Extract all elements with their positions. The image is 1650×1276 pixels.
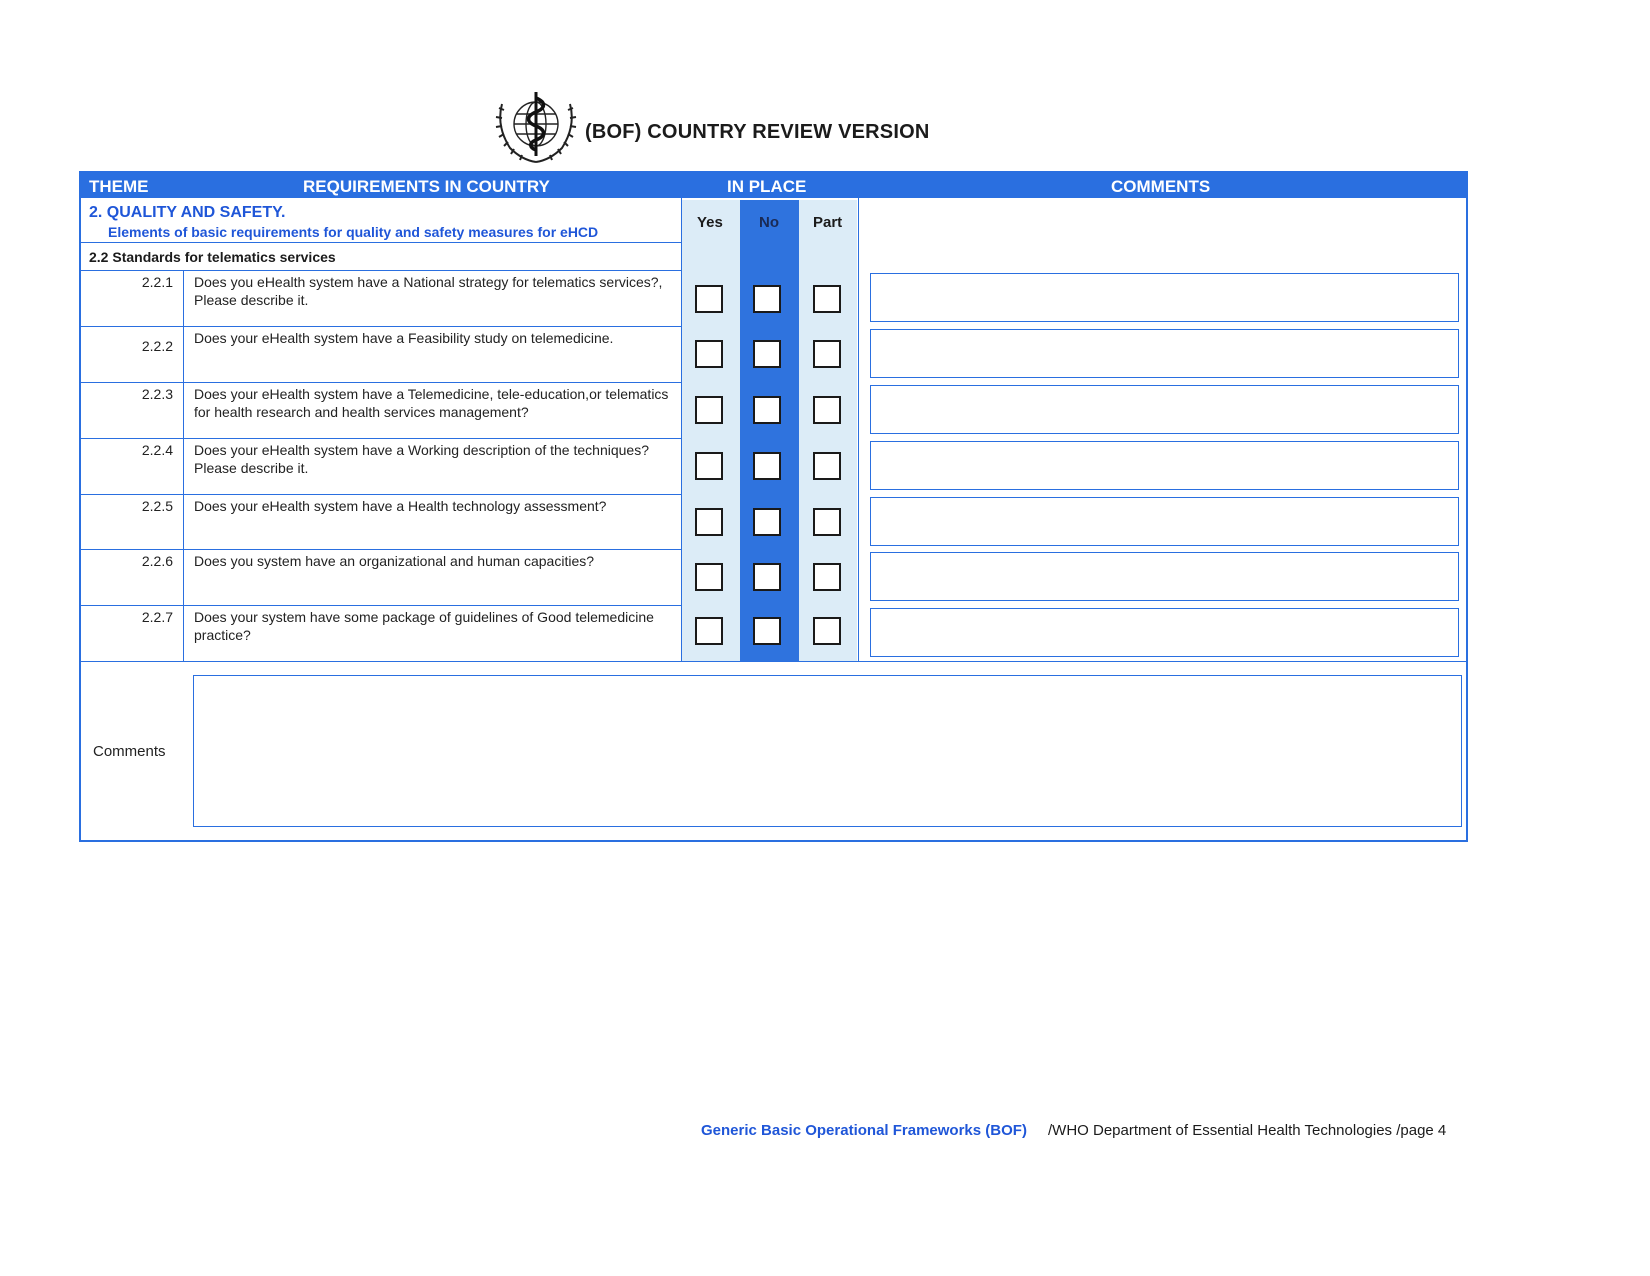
checkbox-yes[interactable] xyxy=(695,563,723,591)
column-part xyxy=(799,200,857,661)
divider-in-place xyxy=(858,198,859,661)
row-divider xyxy=(80,326,681,327)
row-divider xyxy=(80,494,681,495)
question-text: Does you system have an organizational and human capacities? xyxy=(194,553,595,569)
checkbox-no[interactable] xyxy=(753,396,781,424)
label-part: Part xyxy=(813,214,843,231)
checkbox-no[interactable] xyxy=(753,285,781,313)
divider xyxy=(80,242,681,243)
comments-label: Comments xyxy=(93,743,166,760)
header-comments: COMMENTS xyxy=(1111,177,1211,196)
row-divider xyxy=(80,605,681,606)
row-number: 2.2.3 xyxy=(141,386,173,402)
divider xyxy=(80,270,681,271)
comment-field[interactable] xyxy=(870,552,1459,601)
checkbox-part[interactable] xyxy=(813,508,841,536)
checkbox-no[interactable] xyxy=(753,617,781,645)
who-emblem-icon xyxy=(492,84,580,168)
footer-framework-title: Generic Basic Operational Frameworks (BOF) xyxy=(701,1122,1027,1139)
checkbox-part[interactable] xyxy=(813,285,841,313)
checkbox-part[interactable] xyxy=(813,340,841,368)
checkbox-part[interactable] xyxy=(813,396,841,424)
question-text: Does your system have some package of guidelines of Good telemedicine practice? xyxy=(194,609,654,643)
checkbox-yes[interactable] xyxy=(695,285,723,313)
checkbox-no[interactable] xyxy=(753,563,781,591)
footer-page-info: /WHO Department of Essential Health Technologies /page 4 xyxy=(1048,1122,1447,1139)
row-divider xyxy=(80,549,681,550)
header-in-place: IN PLACE xyxy=(727,177,807,196)
checkbox-part[interactable] xyxy=(813,563,841,591)
comment-field[interactable] xyxy=(870,497,1459,546)
column-no xyxy=(740,200,799,661)
row-number: 2.2.6 xyxy=(141,553,173,569)
question-text: Does your eHealth system have a Health technology assessment? xyxy=(194,498,607,514)
checkbox-yes[interactable] xyxy=(695,340,723,368)
label-yes: Yes xyxy=(697,214,723,231)
question-text: Does your eHealth system have a Working description of the techniques? Please describe it. xyxy=(194,442,649,476)
comments-textarea[interactable] xyxy=(193,675,1462,827)
divider-number xyxy=(183,271,184,661)
row-number: 2.2.4 xyxy=(141,442,173,458)
row-number: 2.2.5 xyxy=(141,498,173,514)
header-requirements: REQUIREMENTS IN COUNTRY xyxy=(303,177,550,196)
checkbox-part[interactable] xyxy=(813,617,841,645)
checkbox-no[interactable] xyxy=(753,340,781,368)
comment-field[interactable] xyxy=(870,385,1459,434)
subsection-title: 2.2 Standards for telematics services xyxy=(89,249,336,265)
checkbox-no[interactable] xyxy=(753,508,781,536)
checkbox-yes[interactable] xyxy=(695,508,723,536)
comment-field[interactable] xyxy=(870,441,1459,490)
checkbox-yes[interactable] xyxy=(695,617,723,645)
checkbox-yes[interactable] xyxy=(695,452,723,480)
comment-field[interactable] xyxy=(870,273,1459,322)
row-number: 2.2.1 xyxy=(141,274,173,290)
checkbox-yes[interactable] xyxy=(695,396,723,424)
section-subtitle: Elements of basic requirements for quality and safety measures for eHCD xyxy=(108,224,599,240)
section-title: 2. QUALITY AND SAFETY. xyxy=(89,204,286,221)
row-number: 2.2.2 xyxy=(141,338,173,354)
comment-field[interactable] xyxy=(870,608,1459,657)
comment-field[interactable] xyxy=(870,329,1459,378)
header-theme: THEME xyxy=(89,177,149,196)
divider-requirements xyxy=(681,198,682,661)
question-text: Does your eHealth system have a Telemedicine, tele-education,or telematics for health research and health services management? xyxy=(194,386,669,420)
question-text: Does your eHealth system have a Feasibility study on telemedicine. xyxy=(194,330,614,346)
column-yes xyxy=(682,200,740,661)
row-divider xyxy=(80,438,681,439)
row-divider xyxy=(80,382,681,383)
divider xyxy=(80,661,1467,662)
row-number: 2.2.7 xyxy=(141,609,173,625)
checkbox-no[interactable] xyxy=(753,452,781,480)
document-title: (BOF) COUNTRY REVIEW VERSION xyxy=(585,121,930,143)
checkbox-part[interactable] xyxy=(813,452,841,480)
label-no: No xyxy=(759,214,779,231)
question-text: Does you eHealth system have a National strategy for telematics services?, Please describe it. xyxy=(194,274,663,308)
